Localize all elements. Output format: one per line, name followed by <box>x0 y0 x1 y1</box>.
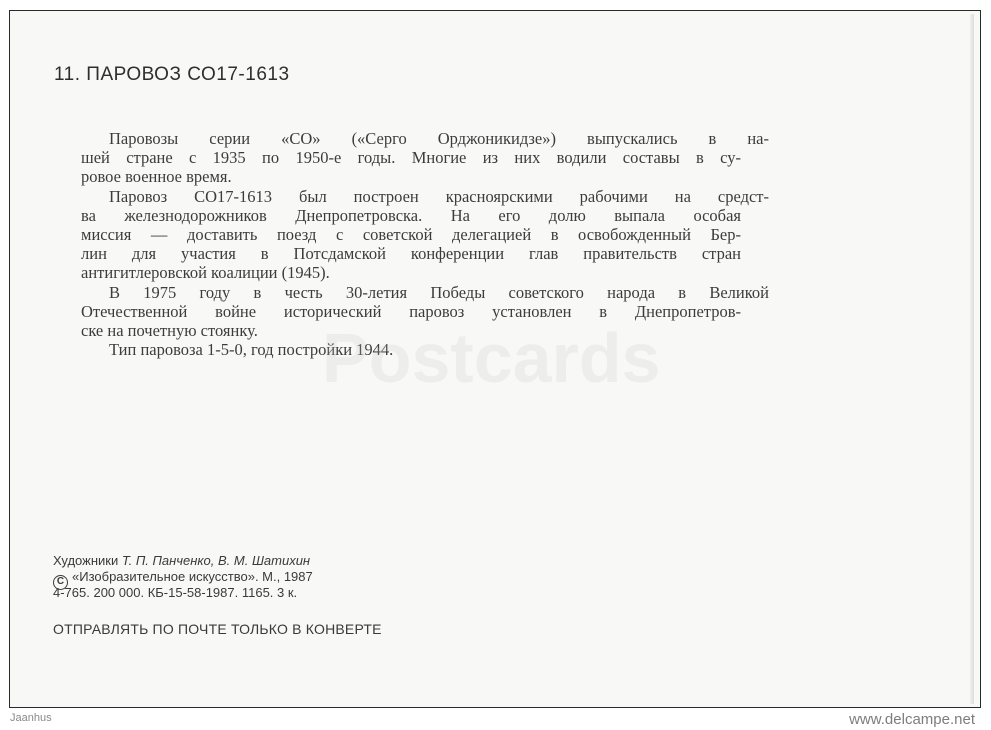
uploader-name: Jaanhus <box>10 712 52 724</box>
site-url: www.delcampe.net <box>849 711 975 728</box>
credits-block <box>53 553 313 601</box>
postcard-edge-shadow <box>970 14 974 704</box>
paragraph-1-line-2: шей стране с 1935 по 1950-е годы. Многие из них водили составы в су- <box>81 148 741 168</box>
paragraph-2-line-3: миссия — доставить поезд с советской делегацией в освобожденный Бер- <box>81 224 741 244</box>
watermark-text: Postcards <box>322 319 661 397</box>
paragraph-3-line-3: ске на почетную стоянку. <box>81 320 258 340</box>
print-info-row: 4-765. 200 000. КБ-15-58-1987. 1165. 3 к. <box>53 585 298 600</box>
publisher-text: «Изобразительное искусство». М., 1987 <box>72 569 313 584</box>
paragraph-1-line-3: ровое военное время. <box>81 167 232 187</box>
paragraph-2-line-4: лин для участия в Потсдамской конференции глав правительств стран <box>81 244 741 264</box>
paragraph-2-line-5: антигитлеровской коалиции (1945). <box>81 263 330 283</box>
paragraph-1-line-1: Паровозы серии «СО» («Серго Орджоникидзе») выпускались в на- <box>109 129 769 148</box>
paragraph-2-line-2: ва железнодорожников Днепропетровска. На его долю выпала особая <box>81 205 741 225</box>
paragraph-2-line-1: Паровоз СО17-1613 был построен красноярскими рабочими на средст- <box>109 186 769 206</box>
paragraph-4-line-1: Тип паровоза 1-5-0, год постройки 1944. <box>109 340 394 360</box>
description-text <box>81 129 769 360</box>
paragraph-3-line-2: Отечественной войне исторический паровоз установлен в Днепропетров- <box>81 301 741 321</box>
paragraph-3-line-1: В 1975 году в честь 30-летия Победы советского народа в Великой <box>109 282 769 302</box>
mail-instruction: ОТПРАВЛЯТЬ ПО ПОЧТЕ ТОЛЬКО В КОНВЕРТЕ <box>53 621 382 637</box>
artists-names: Т. П. Панченко, В. М. Шатихин <box>121 553 311 568</box>
copyright-icon: C <box>53 575 68 590</box>
artists-label: Художники <box>53 553 119 568</box>
postcard-title: 11. ПАРОВОЗ СО17-1613 <box>54 64 290 85</box>
artists-row <box>53 553 313 569</box>
publisher-row <box>53 569 313 585</box>
